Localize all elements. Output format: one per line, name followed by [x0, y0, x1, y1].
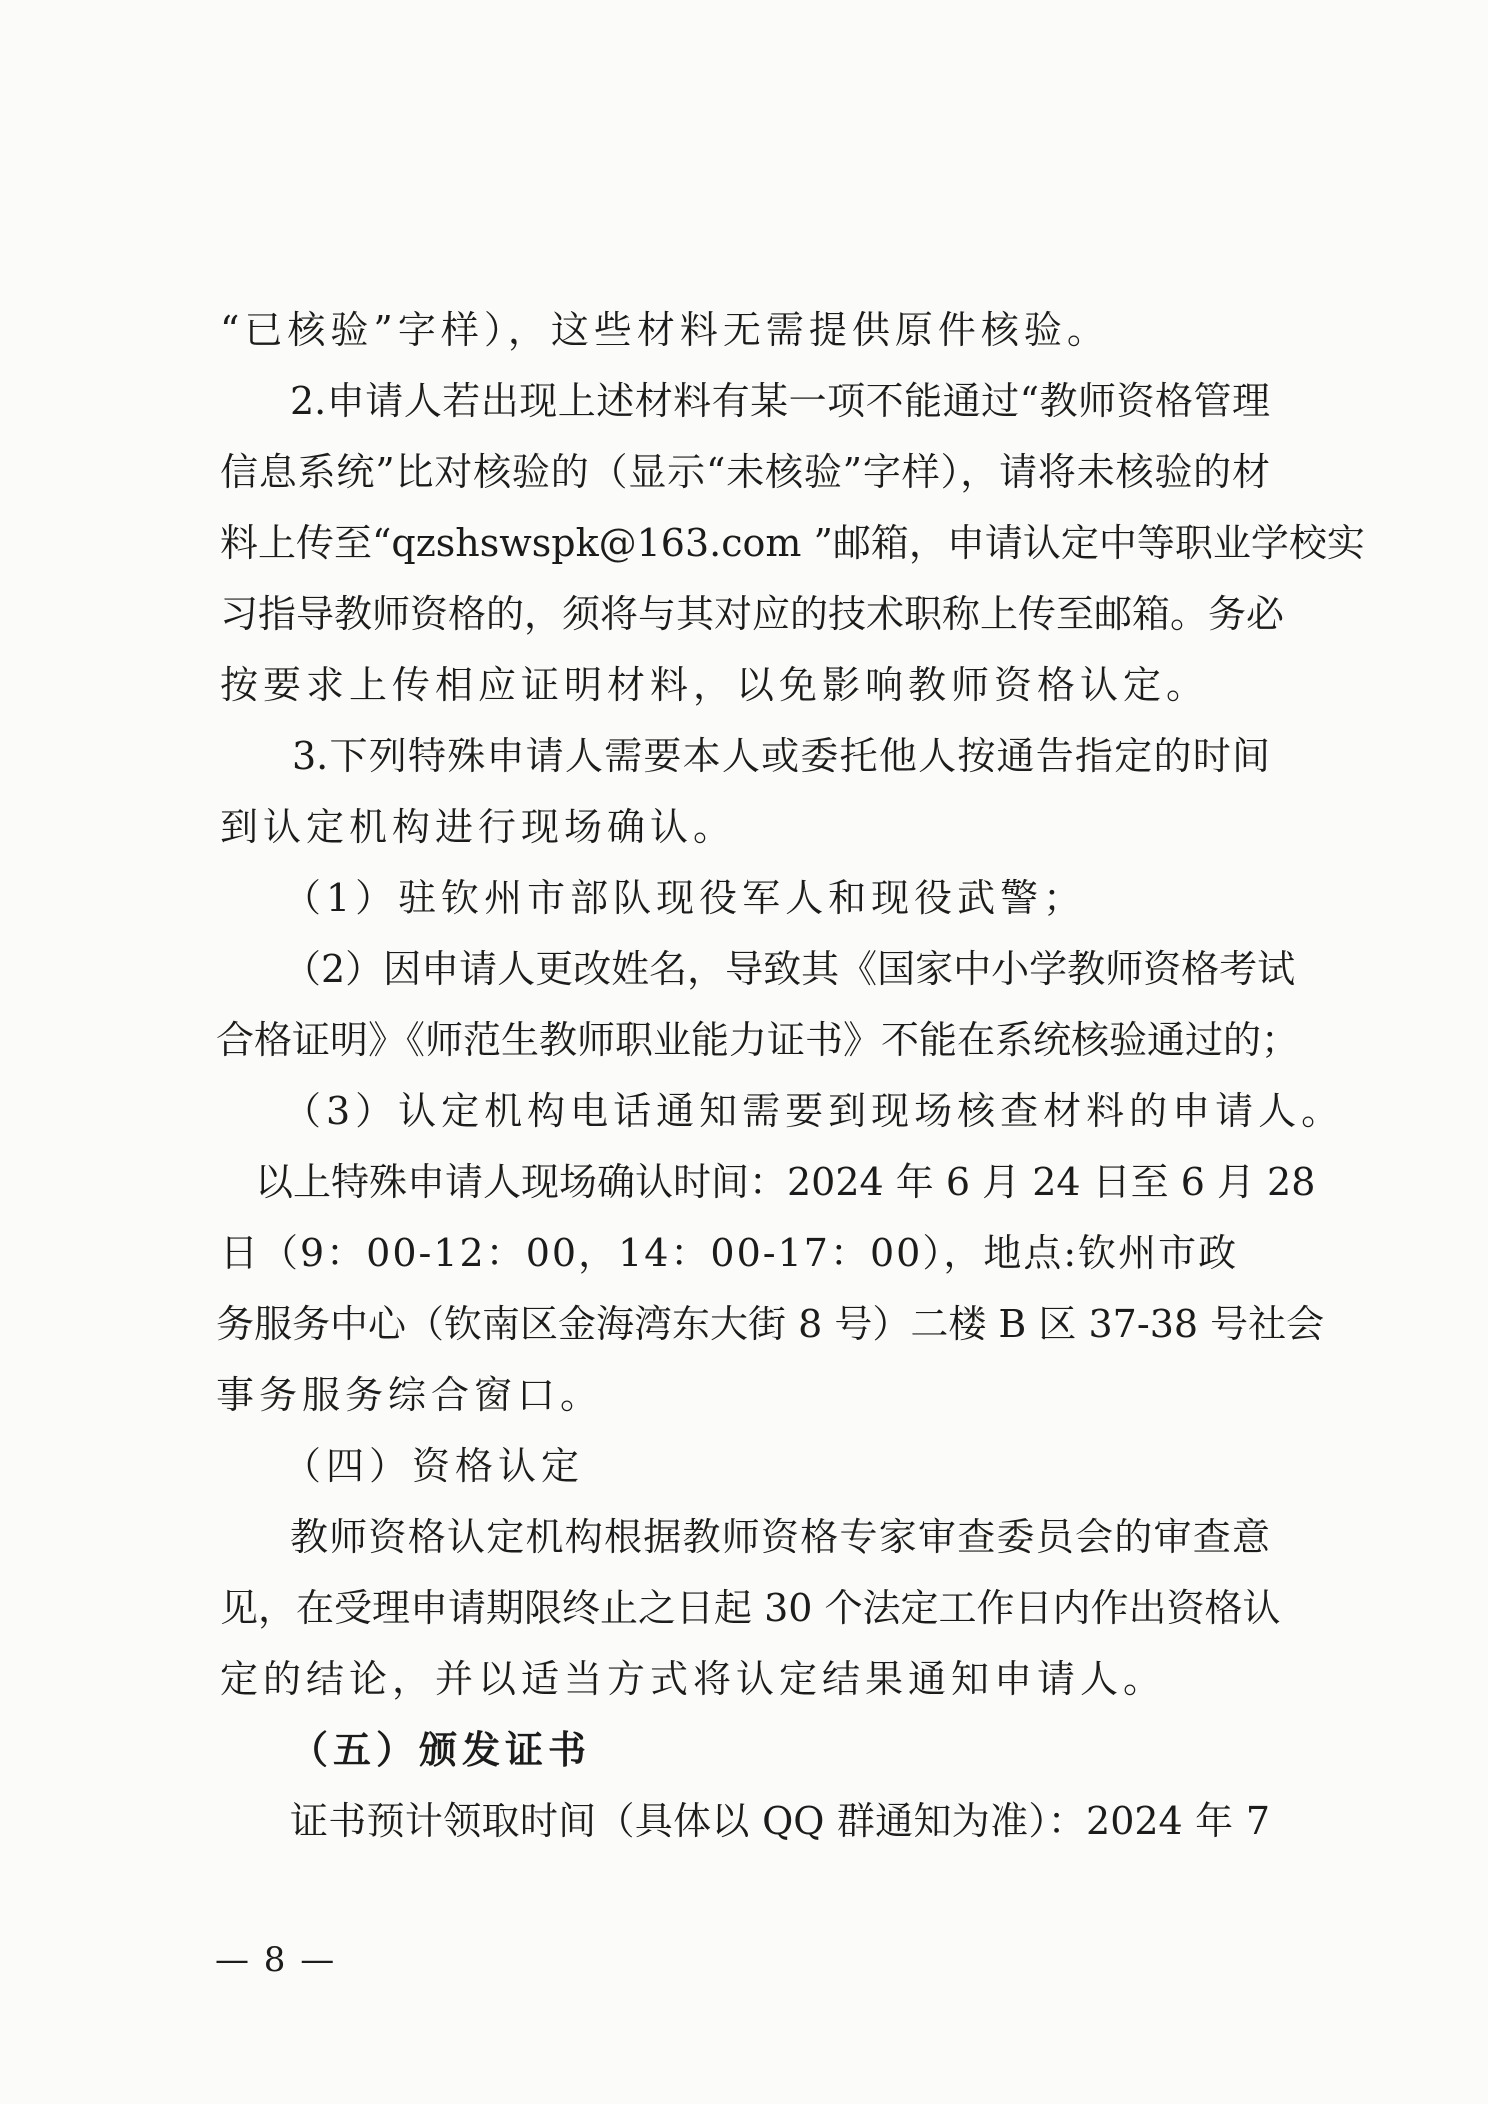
text-line-15: 务服务中心（钦南区金海湾东大街 8 号）二楼 B 区 37-38 号社会 [216, 1302, 1325, 1346]
text-line-20: 定的结论，并以适当方式将认定结果通知申请人。 [220, 1657, 1167, 1701]
text-line-16: 事务服务综合窗口。 [216, 1373, 604, 1417]
text-line-3: 信息系统”比对核验的（显示“未核验”字样），请将未核验的材 [220, 450, 1270, 494]
text-line-6: 按要求上传相应证明材料，以免影响教师资格认定。 [220, 663, 1210, 707]
text-line-18: 教师资格认定机构根据教师资格专家审查委员会的审查意 [290, 1515, 1270, 1559]
text-line-2: 2.申请人若出现上述材料有某一项不能通过“教师资格管理 [290, 379, 1270, 423]
text-line-1: “已核验”字样），这些材料无需提供原件核验。 [220, 308, 1110, 352]
section-heading-5: （五）颁发证书 [290, 1727, 592, 1772]
text-line-14: 日（9：00-12：00，14：00-17：00），地点:钦州市政 [220, 1231, 1239, 1275]
text-line-7: 3.下列特殊申请人需要本人或委托他人按通告指定的时间 [292, 734, 1270, 778]
text-line-22: 证书预计领取时间（具体以 QQ 群通知为准）：2024 年 7 [290, 1799, 1270, 1843]
page-number: — 8 — [215, 1940, 337, 1980]
text-line-8: 到认定机构进行现场确认。 [220, 805, 737, 849]
text-line-12: （3）认定机构电话通知需要到现场核查材料的申请人。 [283, 1089, 1345, 1133]
text-line-5: 习指导教师资格的，须将与其对应的技术职称上传至邮箱。务必 [220, 592, 1285, 636]
section-heading-4: （四）资格认定 [283, 1444, 585, 1488]
text-line-19: 见，在受理申请期限终止之日起 30 个法定工作日内作出资格认 [220, 1586, 1281, 1630]
text-line-9: （1）驻钦州市部队现役军人和现役武警； [283, 876, 1087, 920]
text-line-13: 以上特殊申请人现场确认时间：2024 年 6 月 24 日至 6 月 28 [255, 1160, 1316, 1204]
text-line-10: （2）因申请人更改姓名，导致其《国家中小学教师资格考试 [283, 947, 1296, 991]
text-line-11: 合格证明》《师范生教师职业能力证书》不能在系统核验通过的； [216, 1018, 1300, 1062]
text-line-4: 料上传至“qzshswspk@163.com ”邮箱，申请认定中等职业学校实 [220, 521, 1365, 565]
